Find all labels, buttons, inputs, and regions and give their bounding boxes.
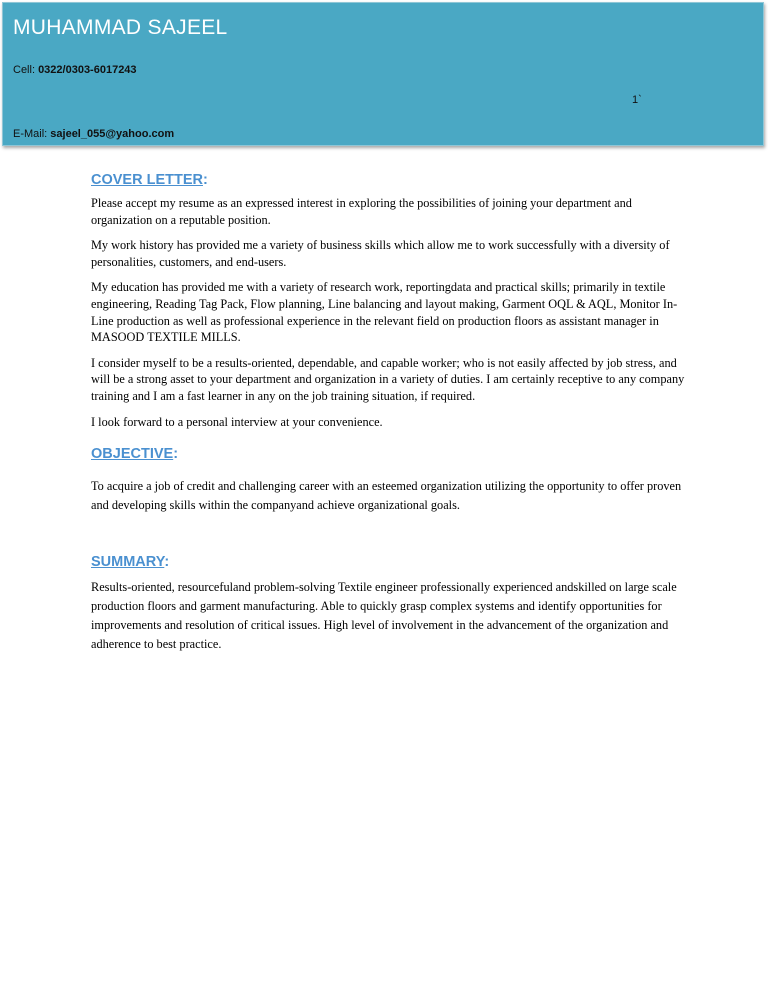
cell-number: 0322/0303-6017243 bbox=[38, 64, 137, 76]
applicant-name: MUHAMMAD SAJEEL bbox=[13, 16, 228, 39]
objective-text: To acquire a job of credit and challenging career with an esteemed organization utilizing the opportunity to offer proven and developing skills within the companyand achieve organizational goals. bbox=[91, 479, 682, 513]
cover-letter-heading: COVER LETTER: bbox=[91, 172, 208, 188]
cover-paragraph-2: My work history has provided me a variety of business skills which allow me to work successfully with a diversity of personalities, customers, and end-users. bbox=[91, 238, 670, 269]
cover-paragraph-3: My education has provided me with a variety of research work, reportingdata and practical skills; primarily in textile engineering, Reading Tag Pack, Flow planning, Line balancing and layout making, Garment OQL & AQL, Monitor In-Line production as well as professional experience in the relevant field on production floors as assistant manager in MASOOD TEXTILE MILLS. bbox=[91, 280, 678, 345]
cover-paragraph-5: I look forward to a personal interview at your convenience. bbox=[91, 414, 383, 429]
cell-line bbox=[13, 64, 137, 76]
summary-text: Results-oriented, resourcefuland problem-solving Textile engineer professionally experienced andskilled on large scale production floors and garment manufacturing. Able to quickly grasp complex systems and identify opportunities for improvements and resolution of critical issues. High level of involvement in the advancement of the organization and adherence to best practice. bbox=[91, 580, 677, 652]
email-line bbox=[13, 128, 174, 140]
resume-header bbox=[2, 2, 764, 146]
resume-body bbox=[91, 172, 685, 654]
cover-paragraph-4: I consider myself to be a results-oriented, dependable, and capable worker; who is not easily affected by job stress, and will be a strong asset to your department and organization in a variety of duties. I am certainly receptive to any company training and I am a fast learner in any on the job training situation, if required. bbox=[91, 355, 685, 403]
page-mark: 1` bbox=[632, 94, 642, 106]
summary-heading: SUMMARY: bbox=[91, 554, 170, 571]
email-label: E-Mail: bbox=[13, 128, 51, 140]
cover-paragraph-1: Please accept my resume as an expressed interest in exploring the possibilities of joining your department and organization on a reputable position. bbox=[91, 196, 632, 227]
cell-label: Cell: bbox=[13, 64, 39, 76]
objective-heading: OBJECTIVE: bbox=[91, 446, 179, 463]
email-address[interactable]: sajeel_055@yahoo.com bbox=[50, 128, 175, 140]
